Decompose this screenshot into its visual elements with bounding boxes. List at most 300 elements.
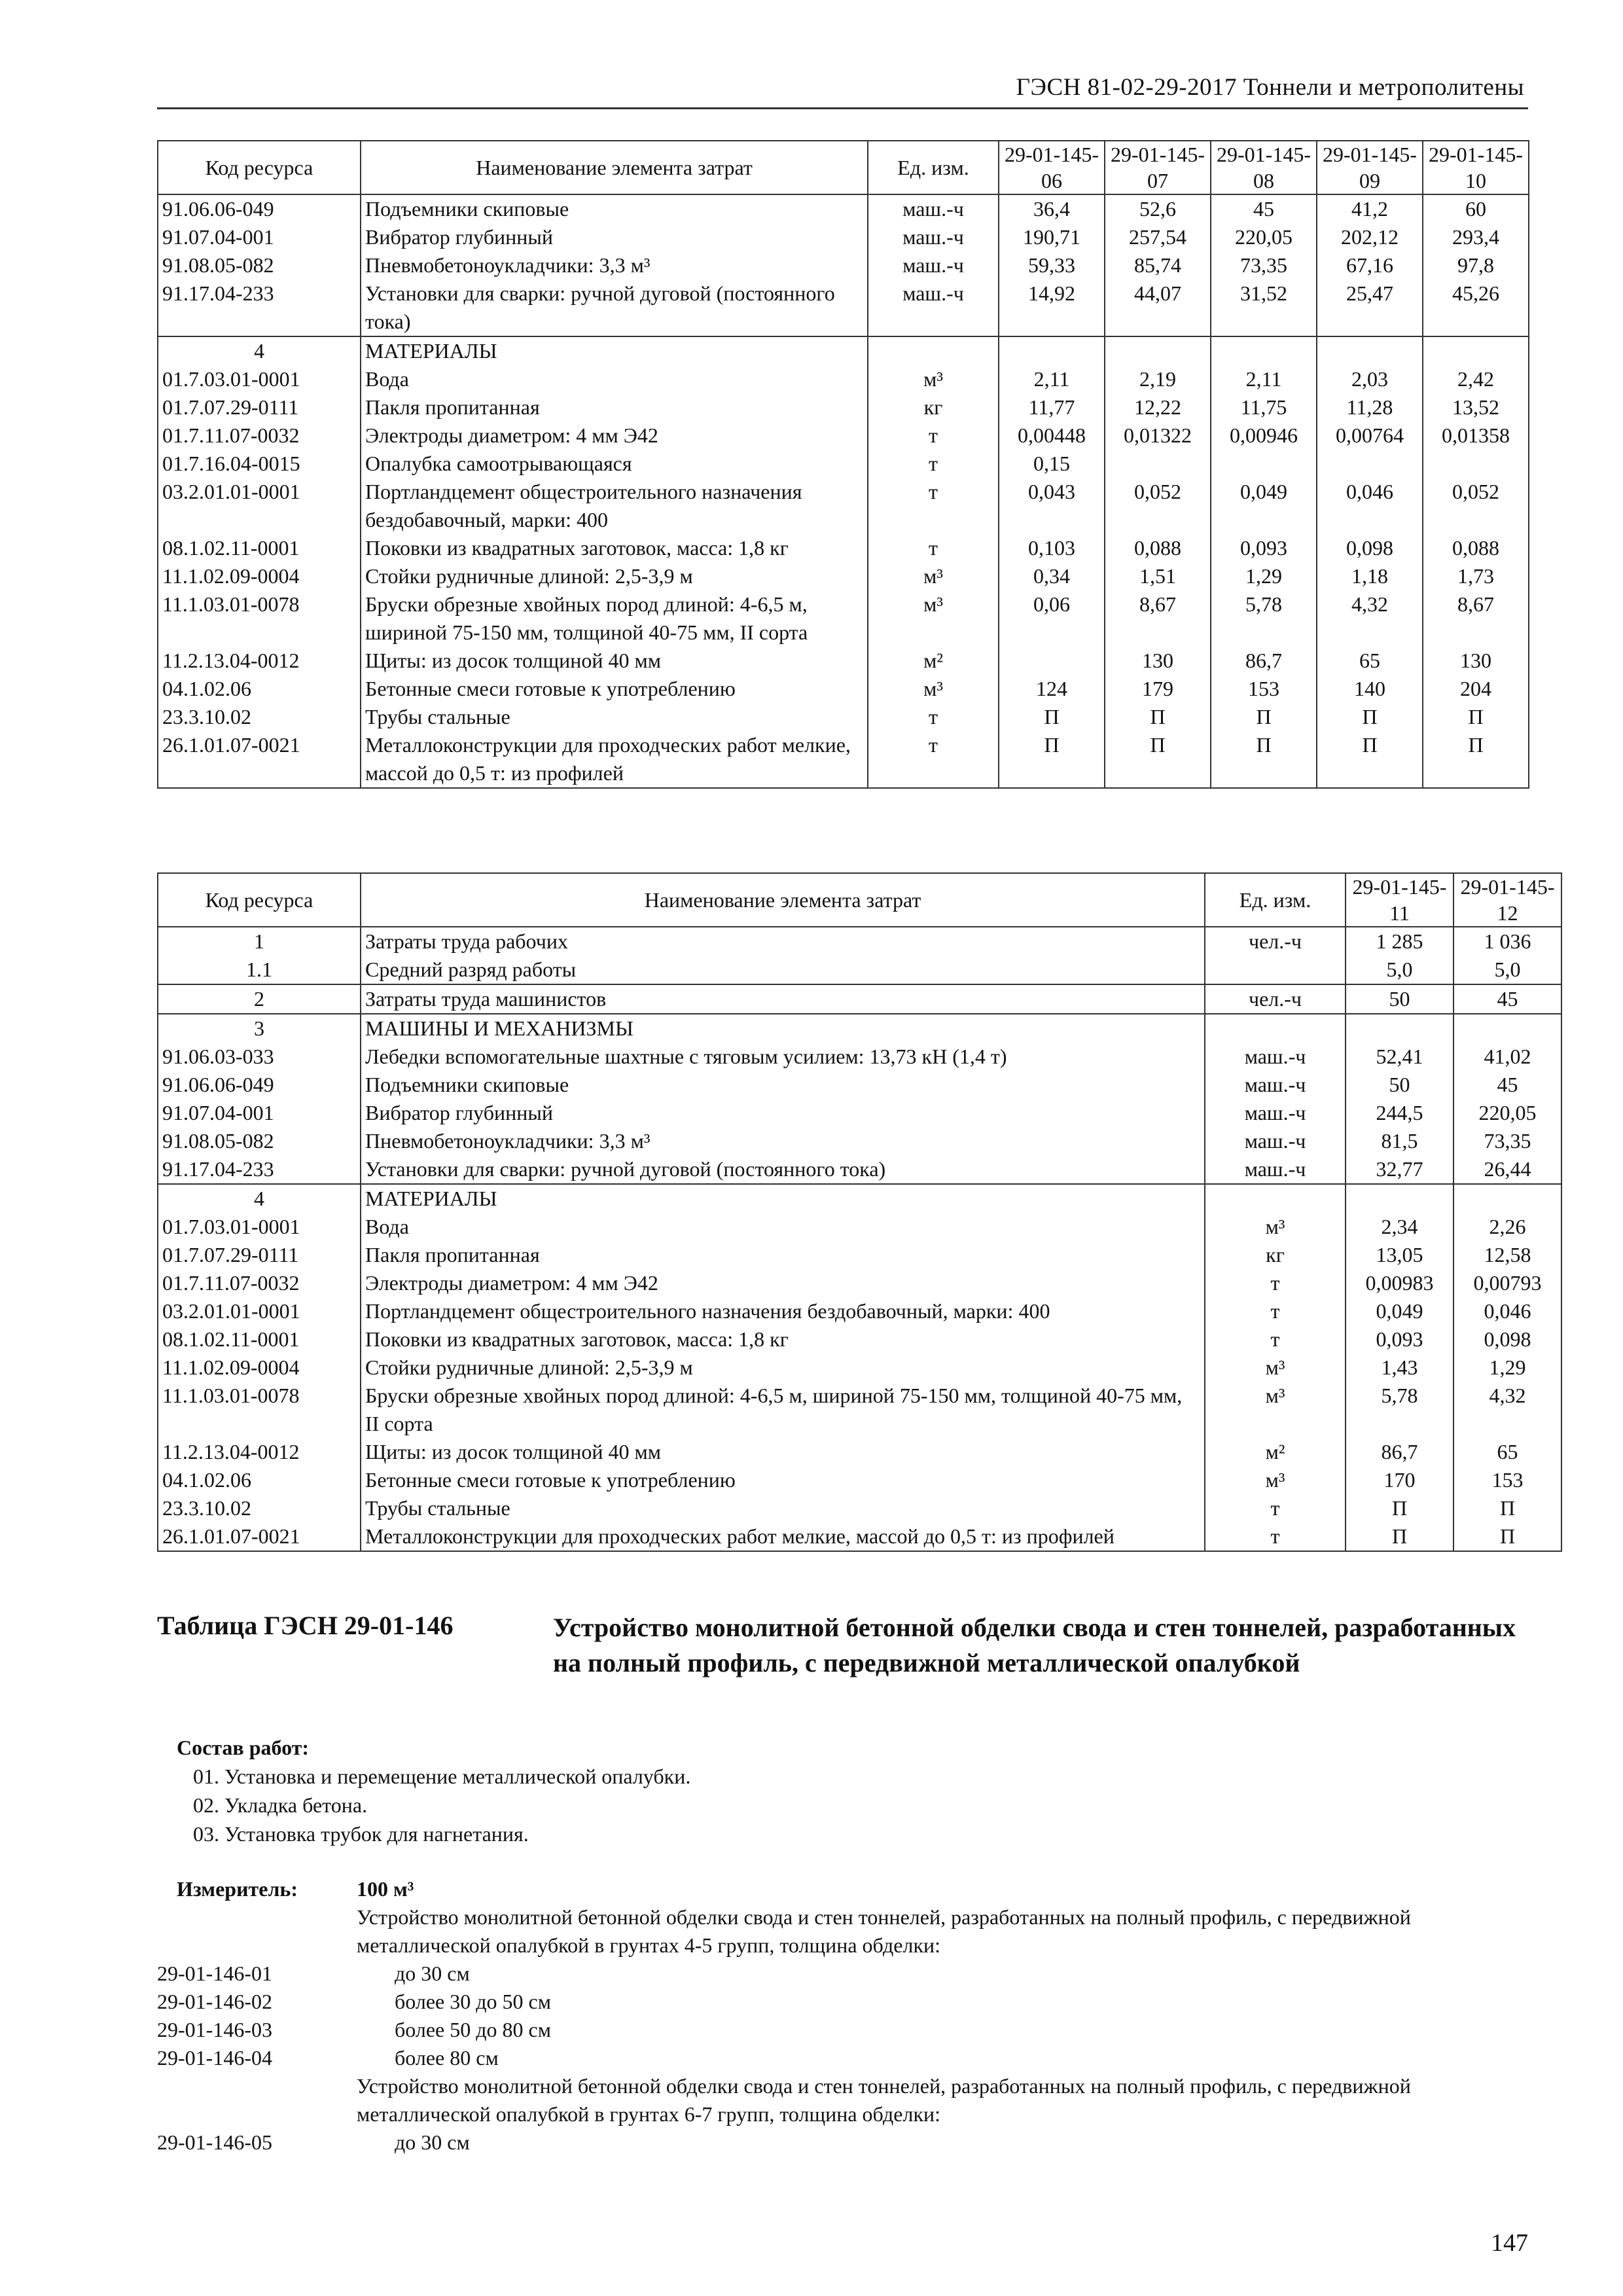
unit-cell: т [868,450,999,478]
value-cell [999,647,1105,675]
unit-cell: т [1205,1269,1346,1297]
resource-code-cell: 26.1.01.07-0021 [158,731,361,788]
resource-name-cell: Вода [361,1213,1205,1241]
value-cell: 1,18 [1317,562,1423,590]
value-cell: 0,046 [1317,478,1423,534]
table-row [158,927,1561,956]
table-row [158,1297,1561,1325]
resource-name-cell: Пневмобетоноукладчики: 3,3 м³ [361,251,868,279]
value-cell: 0,06 [999,590,1105,647]
norm-code: 29-01-146-02 [157,1990,272,2013]
resource-name-cell: Металлоконструкции для проходческих работ мелкие, массой до 0,5 т: из профилей [361,1522,1205,1551]
table-row [158,590,1529,647]
resource-name-cell: Вибратор глубинный [361,223,868,251]
value-cell [1346,1184,1454,1213]
value-cell: 85,74 [1105,251,1211,279]
value-cell: 0,098 [1454,1325,1561,1354]
resource-code-cell: 91.17.04-233 [158,279,361,336]
resource-name-cell: Электроды диаметром: 4 мм Э42 [361,1269,1205,1297]
table-title: Устройство монолитной бетонной обделки свода и стен тоннелей, разработанных на полный профиль, с передвижной металлической опалубкой [553,1613,1516,1677]
value-cell: 26,44 [1454,1155,1561,1184]
value-cell: 45 [1454,1071,1561,1099]
value-cell: 0,052 [1105,478,1211,534]
norm-code: 29-01-146-01 [157,1962,272,1985]
resource-name-cell: Стойки рудничные длиной: 2,5-3,9 м [361,562,868,590]
resource-code-cell: 01.7.03.01-0001 [158,1213,361,1241]
value-cell: 2,11 [999,365,1105,393]
table-row [158,1494,1561,1522]
meter-description: Устройство монолитной бетонной обделки свода и стен тоннелей, разработанных на полный профиль, с передвижной металлической опалубкой в грунтах 6-7 групп, толщина обделки: [357,2074,1411,2126]
value-cell: 1 285 [1346,927,1454,956]
unit-cell: м³ [868,365,999,393]
value-cell: 153 [1454,1466,1561,1494]
resource-code-cell: 4 [158,1184,361,1213]
unit-cell: м³ [868,562,999,590]
resource-table-145-11-12 [157,872,1562,1552]
norm-text: до 30 см [395,1962,470,1985]
resource-code-cell: 01.7.16.04-0015 [158,450,361,478]
unit-cell: т [868,731,999,788]
unit-cell: маш.-ч [868,279,999,336]
value-cell: 1,51 [1105,562,1211,590]
column-header: Ед. изм. [868,141,999,194]
meter-label: Измеритель: [177,1877,298,1901]
table-row [158,1522,1561,1551]
value-cell: 50 [1346,1071,1454,1099]
value-cell [1317,336,1423,365]
value-cell: 0,34 [999,562,1105,590]
value-cell: 4,32 [1454,1382,1561,1438]
value-cell: 204 [1423,675,1529,703]
resource-name-cell: Стойки рудничные длиной: 2,5-3,9 м [361,1354,1205,1382]
value-cell: 124 [999,675,1105,703]
value-cell: П [1454,1522,1561,1551]
table-row [158,194,1529,223]
norm-text: до 30 см [395,2130,470,2154]
norm-text: более 50 до 80 см [395,2018,551,2041]
table-row [158,336,1529,365]
table-row [158,1382,1561,1438]
value-cell: 0,046 [1454,1297,1561,1325]
value-cell: 0,00946 [1211,422,1317,450]
resource-name-cell: Установки для сварки: ручной дуговой (постоянного тока) [361,279,868,336]
value-cell: П [999,703,1105,731]
unit-cell: маш.-ч [868,194,999,223]
value-cell: 179 [1105,675,1211,703]
resource-name-cell: Портландцемент общестроительного назначения бездобавочный, марки: 400 [361,478,868,534]
value-cell: 52,41 [1346,1043,1454,1071]
value-cell: 130 [1105,647,1211,675]
table-row [158,1213,1561,1241]
value-cell: 1,73 [1423,562,1529,590]
value-cell: 0,00448 [999,422,1105,450]
value-cell: 170 [1346,1466,1454,1494]
value-cell: 0,088 [1105,534,1211,562]
value-cell: 0,088 [1423,534,1529,562]
resource-code-cell: 04.1.02.06 [158,1466,361,1494]
value-cell: 202,12 [1317,223,1423,251]
value-cell: 220,05 [1454,1099,1561,1127]
norm-text: более 80 см [395,2046,499,2070]
unit-cell: маш.-ч [1205,1099,1346,1127]
unit-cell [1205,1184,1346,1213]
value-cell: 13,05 [1346,1241,1454,1269]
table-row [158,1014,1561,1043]
resource-code-cell: 04.1.02.06 [158,675,361,703]
resource-name-cell: Бетонные смеси готовые к употреблению [361,1466,1205,1494]
table-row [158,703,1529,731]
value-cell: 31,52 [1211,279,1317,336]
value-cell: 190,71 [999,223,1105,251]
table-row [158,1071,1561,1099]
table-row [158,956,1561,984]
value-cell: 36,4 [999,194,1105,223]
table-row [158,279,1529,336]
resource-name-cell: Поковки из квадратных заготовок, масса: 1,8 кг [361,1325,1205,1354]
value-cell: 2,11 [1211,365,1317,393]
unit-cell: чел.-ч [1205,984,1346,1014]
value-cell: 0,15 [999,450,1105,478]
norm-code: 29-01-146-05 [157,2130,272,2154]
resource-name-cell: МАТЕРИАЛЫ [361,336,868,365]
resource-name-cell: Пакля пропитанная [361,393,868,422]
value-cell: 45,26 [1423,279,1529,336]
value-cell: 4,32 [1317,590,1423,647]
value-cell: 67,16 [1317,251,1423,279]
table-row [158,1155,1561,1184]
value-cell: П [1454,1494,1561,1522]
table-row [158,422,1529,450]
value-cell [1346,1014,1454,1043]
column-header: Код ресурса [158,141,361,194]
resource-code-cell: 11.1.03.01-0078 [158,590,361,647]
resource-code-cell: 11.2.13.04-0012 [158,1438,361,1466]
value-cell: 97,8 [1423,251,1529,279]
resource-name-cell: Подъемники скиповые [361,194,868,223]
resource-name-cell: Бетонные смеси готовые к употреблению [361,675,868,703]
resource-name-cell: МАШИНЫ И МЕХАНИЗМЫ [361,1014,1205,1043]
value-cell: 293,4 [1423,223,1529,251]
table-row [158,1241,1561,1269]
value-cell: 1,29 [1211,562,1317,590]
unit-cell: т [1205,1325,1346,1354]
value-cell: П [1105,703,1211,731]
column-header: 29-01-145-12 [1454,873,1561,927]
value-cell: 5,0 [1346,956,1454,984]
value-cell: 0,01322 [1105,422,1211,450]
resource-code-cell: 01.7.03.01-0001 [158,365,361,393]
resource-code-cell: 91.07.04-001 [158,1099,361,1127]
value-cell [1105,336,1211,365]
value-cell: 2,03 [1317,365,1423,393]
table-row [158,251,1529,279]
unit-cell: м² [868,647,999,675]
value-cell: П [1423,703,1529,731]
resource-code-cell: 91.08.05-082 [158,251,361,279]
resource-code-cell: 1.1 [158,956,361,984]
resource-code-cell: 08.1.02.11-0001 [158,1325,361,1354]
resource-code-cell: 01.7.11.07-0032 [158,1269,361,1297]
value-cell: 60 [1423,194,1529,223]
unit-cell: м³ [868,590,999,647]
page-number: 147 [1491,2229,1528,2257]
composition-heading: Состав работ: [177,1736,310,1759]
norm-code: 29-01-146-03 [157,2018,272,2041]
norm-text: более 30 до 50 см [395,1990,551,2013]
value-cell: 45 [1454,984,1561,1014]
resource-code-cell: 23.3.10.02 [158,703,361,731]
unit-cell [868,336,999,365]
value-cell: 8,67 [1423,590,1529,647]
resource-code-cell: 91.07.04-001 [158,223,361,251]
value-cell: 2,19 [1105,365,1211,393]
unit-cell: маш.-ч [868,251,999,279]
value-cell: П [1317,703,1423,731]
value-cell: 0,093 [1346,1325,1454,1354]
resource-code-cell: 03.2.01.01-0001 [158,1297,361,1325]
value-cell: 0,093 [1211,534,1317,562]
column-header: 29-01-145-10 [1423,141,1529,194]
resource-code-cell: 11.1.02.09-0004 [158,1354,361,1382]
unit-cell [1205,956,1346,984]
unit-cell: м³ [1205,1382,1346,1438]
composition-item: 01. Установка и перемещение металлической опалубки. [193,1765,691,1788]
value-cell: 2,42 [1423,365,1529,393]
resource-code-cell: 01.7.07.29-0111 [158,393,361,422]
value-cell: 14,92 [999,279,1105,336]
column-header: 29-01-145-11 [1346,873,1454,927]
value-cell: 0,00983 [1346,1269,1454,1297]
resource-code-cell: 01.7.11.07-0032 [158,422,361,450]
value-cell: 0,098 [1317,534,1423,562]
table-row [158,450,1529,478]
value-cell: 11,75 [1211,393,1317,422]
value-cell: 0,052 [1423,478,1529,534]
unit-cell: маш.-ч [1205,1071,1346,1099]
resource-name-cell: Электроды диаметром: 4 мм Э42 [361,422,868,450]
value-cell: 65 [1317,647,1423,675]
value-cell: 13,52 [1423,393,1529,422]
resource-name-cell: Подъемники скиповые [361,1071,1205,1099]
resource-code-cell: 23.3.10.02 [158,1494,361,1522]
unit-cell: м³ [868,675,999,703]
resource-name-cell: Вибратор глубинный [361,1099,1205,1127]
value-cell [999,336,1105,365]
value-cell: 1,29 [1454,1354,1561,1382]
value-cell: 12,22 [1105,393,1211,422]
resource-name-cell: Металлоконструкции для проходческих работ мелкие, массой до 0,5 т: из профилей [361,731,868,788]
table-code: Таблица ГЭСН 29-01-146 [157,1611,454,1640]
value-cell: 130 [1423,647,1529,675]
unit-cell: кг [868,393,999,422]
value-cell: 44,07 [1105,279,1211,336]
unit-cell: т [868,534,999,562]
resource-name-cell: Щиты: из досок толщиной 40 мм [361,1438,1205,1466]
unit-cell: м³ [1205,1213,1346,1241]
value-cell: П [999,731,1105,788]
value-cell: 220,05 [1211,223,1317,251]
value-cell: 65 [1454,1438,1561,1466]
value-cell: 0,01358 [1423,422,1529,450]
work-composition [177,1733,690,1848]
value-cell: 41,2 [1317,194,1423,223]
value-cell: 5,78 [1211,590,1317,647]
unit-cell: маш.-ч [1205,1155,1346,1184]
unit-cell: м³ [1205,1354,1346,1382]
table-row [158,1438,1561,1466]
value-cell [1454,1184,1561,1213]
value-cell: 140 [1317,675,1423,703]
unit-cell: т [1205,1522,1346,1551]
value-cell [1454,1014,1561,1043]
resource-name-cell: Лебедки вспомогательные шахтные с тяговым усилием: 13,73 кН (1,4 т) [361,1043,1205,1071]
resource-code-cell: 3 [158,1014,361,1043]
column-header: Наименование элемента затрат [361,873,1205,927]
resource-code-cell: 91.17.04-233 [158,1155,361,1184]
value-cell: 73,35 [1211,251,1317,279]
column-header: 29-01-145-07 [1105,141,1211,194]
value-cell: 257,54 [1105,223,1211,251]
value-cell: 8,67 [1105,590,1211,647]
running-header [157,73,1528,109]
resource-name-cell: Пневмобетоноукладчики: 3,3 м³ [361,1127,1205,1155]
resource-code-cell: 08.1.02.11-0001 [158,534,361,562]
table-row [158,731,1529,788]
value-cell [1105,450,1211,478]
value-cell: 50 [1346,984,1454,1014]
value-cell: 0,049 [1346,1297,1454,1325]
table-row [158,675,1529,703]
value-cell: 0,00764 [1317,422,1423,450]
table-row [158,393,1529,422]
value-cell: П [1317,731,1423,788]
resource-code-cell: 4 [158,336,361,365]
unit-cell: т [868,422,999,450]
value-cell: 153 [1211,675,1317,703]
table-row [158,1184,1561,1213]
value-cell: 25,47 [1317,279,1423,336]
unit-cell: т [1205,1494,1346,1522]
resource-name-cell: Бруски обрезные хвойных пород длиной: 4-6,5 м, шириной 75-150 мм, толщиной 40-75 мм, II сорта [361,1382,1205,1438]
unit-cell: м³ [1205,1466,1346,1494]
value-cell: 59,33 [999,251,1105,279]
resource-code-cell: 91.06.06-049 [158,194,361,223]
meter-section [157,1875,1528,2157]
value-cell: 86,7 [1346,1438,1454,1466]
resource-table-145-06-10 [157,140,1529,789]
resource-code-cell: 2 [158,984,361,1014]
column-header: 29-01-145-08 [1211,141,1317,194]
resource-name-cell: Вода [361,365,868,393]
value-cell: 0,00793 [1454,1269,1561,1297]
column-header: Код ресурса [158,873,361,927]
value-cell: П [1423,731,1529,788]
table-row [158,365,1529,393]
resource-code-cell: 91.08.05-082 [158,1127,361,1155]
unit-cell: маш.-ч [868,223,999,251]
resource-code-cell: 11.1.02.09-0004 [158,562,361,590]
value-cell: 1,43 [1346,1354,1454,1382]
resource-name-cell: Затраты труда машинистов [361,984,1205,1014]
value-cell: 5,78 [1346,1382,1454,1438]
resource-name-cell: Опалубка самоотрывающаяся [361,450,868,478]
resource-code-cell: 01.7.07.29-0111 [158,1241,361,1269]
value-cell: 11,77 [999,393,1105,422]
value-cell: 73,35 [1454,1127,1561,1155]
value-cell [1317,450,1423,478]
resource-name-cell: Установки для сварки: ручной дуговой (постоянного тока) [361,1155,1205,1184]
value-cell: П [1105,731,1211,788]
unit-cell: м² [1205,1438,1346,1466]
column-header: Наименование элемента затрат [361,141,868,194]
resource-name-cell: Средний разряд работы [361,956,1205,984]
unit-cell: т [868,478,999,534]
value-cell: П [1211,731,1317,788]
value-cell: 0,049 [1211,478,1317,534]
value-cell [1423,336,1529,365]
composition-item: 03. Установка трубок для нагнетания. [193,1822,529,1846]
resource-name-cell: Поковки из квадратных заготовок, масса: 1,8 кг [361,534,868,562]
resource-name-cell: Портландцемент общестроительного назначения бездобавочный, марки: 400 [361,1297,1205,1325]
resource-code-cell: 91.06.06-049 [158,1071,361,1099]
value-cell: 2,26 [1454,1213,1561,1241]
value-cell: 41,02 [1454,1043,1561,1071]
value-cell: 32,77 [1346,1155,1454,1184]
value-cell: 11,28 [1317,393,1423,422]
table-row [158,1127,1561,1155]
table-row [158,1099,1561,1127]
table-row [158,562,1529,590]
resource-code-cell: 26.1.01.07-0021 [158,1522,361,1551]
resource-code-cell: 11.1.03.01-0078 [158,1382,361,1438]
meter-description: Устройство монолитной бетонной обделки свода и стен тоннелей, разработанных на полный профиль, с передвижной металлической опалубкой в грунтах 4-5 групп, толщина обделки: [357,1905,1411,1957]
table-row [158,478,1529,534]
meter-unit: 100 м³ [357,1877,414,1901]
unit-cell [1205,1014,1346,1043]
value-cell: 81,5 [1346,1127,1454,1155]
unit-cell: чел.-ч [1205,927,1346,956]
value-cell: 1 036 [1454,927,1561,956]
header-title: ГЭСН 81-02-29-2017 Тоннели и метрополитены [1016,74,1524,101]
value-cell [1211,450,1317,478]
value-cell: П [1211,703,1317,731]
resource-name-cell: МАТЕРИАЛЫ [361,1184,1205,1213]
table-row [158,223,1529,251]
table-row [158,534,1529,562]
table-row [158,1325,1561,1354]
column-header: 29-01-145-06 [999,141,1105,194]
value-cell: 12,58 [1454,1241,1561,1269]
unit-cell: т [868,703,999,731]
column-header: Ед. изм. [1205,873,1346,927]
unit-cell: кг [1205,1241,1346,1269]
resource-name-cell: Затраты труда рабочих [361,927,1205,956]
value-cell: П [1346,1494,1454,1522]
resource-code-cell: 1 [158,927,361,956]
norm-code: 29-01-146-04 [157,2046,272,2070]
value-cell: 5,0 [1454,956,1561,984]
resource-name-cell: Трубы стальные [361,1494,1205,1522]
column-header: 29-01-145-09 [1317,141,1423,194]
resource-code-cell: 03.2.01.01-0001 [158,478,361,534]
value-cell: 244,5 [1346,1099,1454,1127]
resource-code-cell: 11.2.13.04-0012 [158,647,361,675]
resource-name-cell: Трубы стальные [361,703,868,731]
value-cell: П [1346,1522,1454,1551]
unit-cell: маш.-ч [1205,1043,1346,1071]
value-cell [1211,336,1317,365]
table-row [158,647,1529,675]
